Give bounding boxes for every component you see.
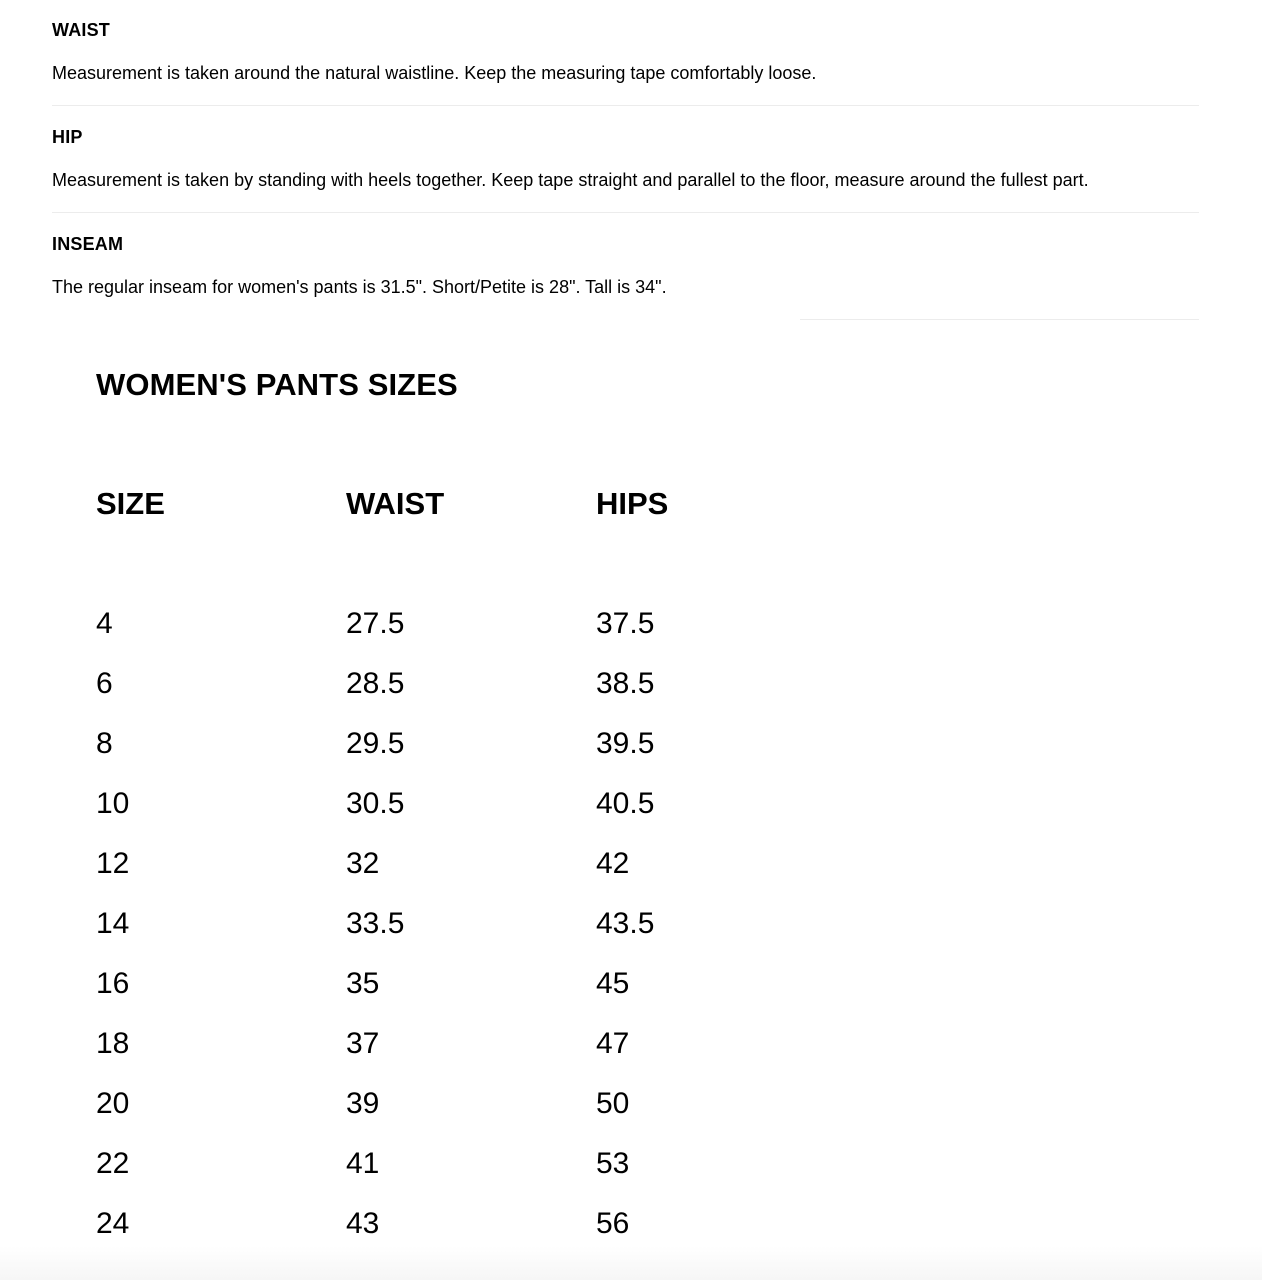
cell-hips: 45 (596, 967, 630, 1000)
cell-waist: 43 (346, 1207, 380, 1240)
cell-waist: 41 (346, 1147, 380, 1180)
cell-waist: 32 (346, 847, 380, 880)
cell-size: 8 (96, 727, 113, 760)
cell-hips: 38.5 (596, 667, 655, 700)
hip-description: Measurement is taken by standing with heels together. Keep tape straight and parallel to the floor, measure around the fullest part. (52, 170, 1089, 190)
inseam-heading: INSEAM (52, 234, 124, 254)
cell-size: 20 (96, 1087, 130, 1120)
cell-hips: 50 (596, 1087, 630, 1120)
cell-size: 12 (96, 847, 130, 880)
cell-waist: 33.5 (346, 907, 405, 940)
cell-hips: 53 (596, 1147, 630, 1180)
cell-hips: 56 (596, 1207, 630, 1240)
cell-hips: 42 (596, 847, 630, 880)
bottom-fade (0, 1246, 1262, 1280)
cell-hips: 39.5 (596, 727, 655, 760)
cell-hips: 47 (596, 1027, 630, 1060)
cell-size: 4 (96, 607, 113, 640)
cell-waist: 35 (346, 967, 380, 1000)
divider-inseam (800, 319, 1199, 320)
hip-section (52, 106, 1199, 213)
inseam-description: The regular inseam for women's pants is 31.5". Short/Petite is 28". Tall is 34". (52, 277, 667, 297)
cell-waist: 29.5 (346, 727, 405, 760)
inseam-section (52, 213, 1199, 320)
cell-size: 14 (96, 907, 130, 940)
cell-waist: 30.5 (346, 787, 405, 820)
cell-hips: 43.5 (596, 907, 655, 940)
cell-size: 16 (96, 967, 130, 1000)
cell-hips: 37.5 (596, 607, 655, 640)
cell-size: 18 (96, 1027, 130, 1060)
cell-hips: 40.5 (596, 787, 655, 820)
column-header-size: SIZE (96, 486, 165, 521)
cell-waist: 39 (346, 1087, 380, 1120)
cell-waist: 27.5 (346, 607, 405, 640)
cell-size: 24 (96, 1207, 130, 1240)
hip-heading: HIP (52, 127, 83, 147)
column-header-waist: WAIST (346, 486, 445, 521)
waist-description: Measurement is taken around the natural waistline. Keep the measuring tape comfortably loose. (52, 63, 817, 83)
cell-waist: 37 (346, 1027, 380, 1060)
size-chart-title: WOMEN'S PANTS SIZES (96, 367, 458, 402)
cell-waist: 28.5 (346, 667, 405, 700)
cell-size: 22 (96, 1147, 130, 1180)
cell-size: 10 (96, 787, 130, 820)
column-header-hips: HIPS (596, 486, 669, 521)
cell-size: 6 (96, 667, 113, 700)
waist-heading: WAIST (52, 20, 110, 40)
waist-section (52, 0, 1199, 106)
